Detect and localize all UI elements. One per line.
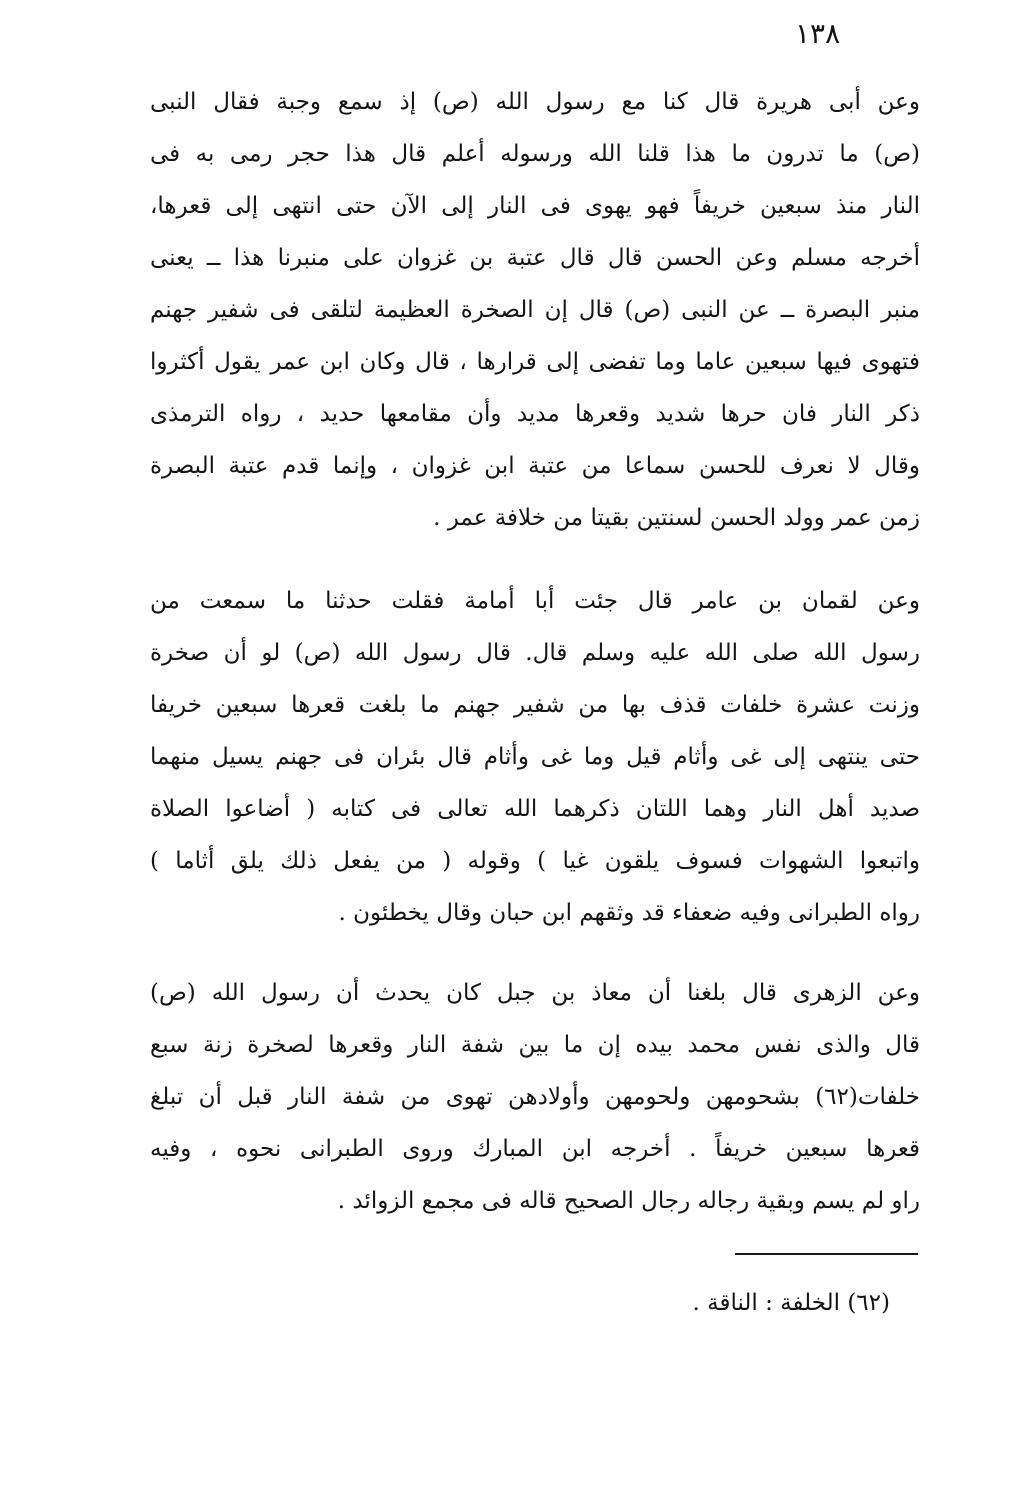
paragraph-3 (150, 968, 920, 1238)
paragraph-2 (150, 576, 920, 946)
text-line: أخرجه مسلم وعن الحسن قال قال عتبة بن غزوان على منبرنا هذا ــ يعنى (150, 245, 920, 271)
text-line: حتى ينتهى إلى غى وأثام قيل وما غى وأثام قال بئران فى جهنم يسيل منهما (150, 744, 920, 770)
text-line: وزنت عشرة خلفات قذف بها من شفير جهنم ما بلغت قعرها سبعين خريفا (150, 692, 920, 718)
text-line: صديد أهل النار وهما اللتان ذكرهما الله تعالى فى كتابه ( أضاعوا الصلاة (150, 796, 920, 822)
text-line: وعن أبى هريرة قال كنا مع رسول الله (ص) إذ سمع وجبة فقال النبى (150, 89, 920, 115)
text-line: رواه الطبرانى وفيه ضعفاء قد وثقهم ابن حبان وقال يخطئون . (338, 900, 920, 926)
text-line: وعن الزهرى قال بلغنا أن معاذ بن جبل كان يحدث أن رسول الله (ص) (150, 980, 920, 1006)
text-line: رسول الله صلى الله عليه وسلم قال. قال رسول الله (ص) لو أن صخرة (150, 640, 920, 666)
text-line: واتبعوا الشهوات فسوف يلقون غيا ) وقوله ( من يفعل ذلك يلق أثاما ) (150, 848, 920, 874)
text-line: (ص) ما تدرون ما هذا قلنا الله ورسوله أعلم قال هذا حجر رمى به فى (150, 141, 920, 167)
page-number: ١٣٨ (795, 17, 841, 50)
text-line: زمن عمر وولد الحسن لسنتين بقيتا من خلافة عمر . (433, 505, 920, 531)
text-line: ذكر النار فان حرها شديد وقعرها مديد وأن مقامعها حديد ، رواه الترمذى (150, 401, 920, 427)
footnote: (٦٢) الخلفة : الناقة . (692, 1290, 890, 1316)
text-line: قعرها سبعين خريفاً . أخرجه ابن المبارك وروى الطبرانى نحوه ، وفيه (150, 1136, 920, 1162)
text-line: راو لم يسم وبقية رجاله رجال الصحيح قاله فى مجمع الزوائد . (337, 1188, 920, 1214)
text-line: فتهوى فيها سبعين عاما وما تفضى إلى قرارها ، قال وكان ابن عمر يقول أكثروا (150, 349, 920, 375)
paragraph-1 (150, 77, 920, 547)
text-line: خلفات(٦٢) بشحومهن ولحومهن وأولادهن تهوى من شفة النار قبل أن تبلغ (150, 1084, 920, 1110)
text-line: قال والذى نفس محمد بيده إن ما بين شفة النار وقعرها لصخرة زنة سبع (150, 1032, 920, 1058)
footnote-divider (735, 1253, 918, 1255)
text-line: وعن لقمان بن عامر قال جئت أبا أمامة فقلت حدثنا ما سمعت من (150, 588, 920, 614)
text-line: منبر البصرة ــ عن النبى (ص) قال إن الصخرة العظيمة لتلقى فى شفير جهنم (150, 297, 920, 323)
text-line: النار منذ سبعين خريفاً فهو يهوى فى النار إلى الآن حتى انتهى إلى قعرها، (150, 193, 920, 219)
text-line: وقال لا نعرف للحسن سماعا من عتبة ابن غزوان ، وإنما قدم عتبة البصرة (150, 453, 920, 479)
